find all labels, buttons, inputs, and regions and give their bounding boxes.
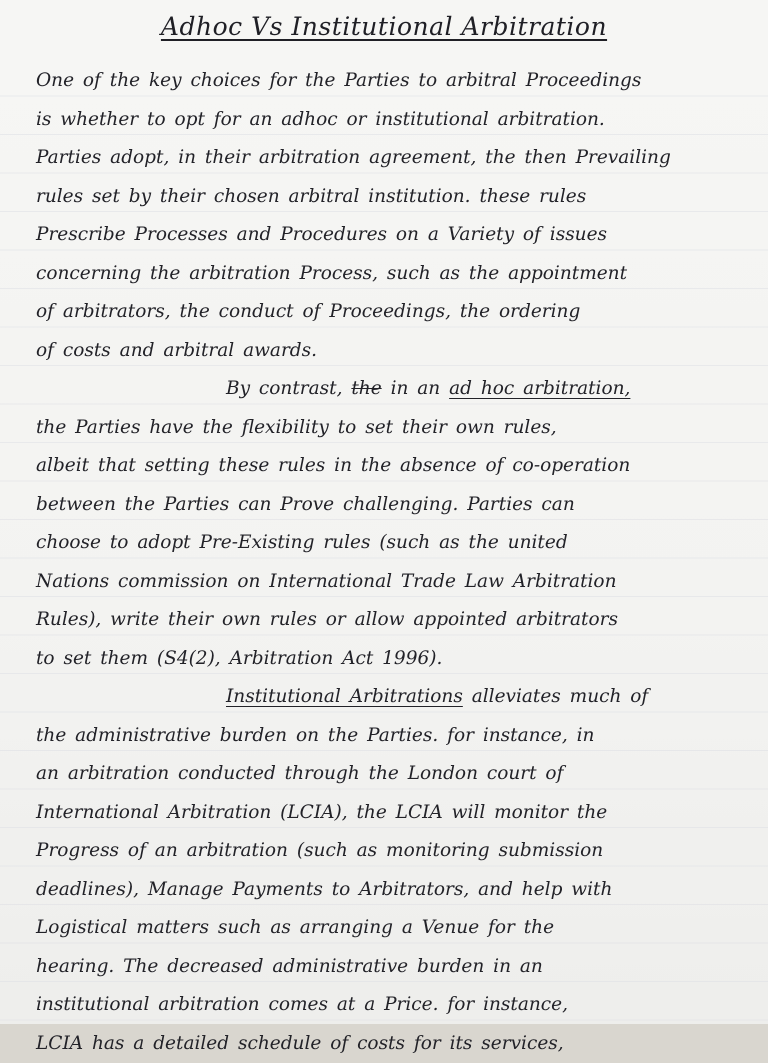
text-line: Parties adopt, in their arbitration agreement, the then Prevailing bbox=[36, 139, 748, 178]
text-line: the Parties have the flexibility to set their own rules, bbox=[36, 409, 748, 448]
paragraph-3-first-line bbox=[36, 678, 748, 717]
text-line: deadlines), Manage Payments to Arbitrators, and help with bbox=[36, 871, 748, 910]
by-contrast-text: By contrast, bbox=[226, 378, 342, 399]
text-line: One of the key choices for the Parties to arbitral Proceedings bbox=[36, 62, 748, 101]
text-line: institutional arbitration comes at a Price. for instance, bbox=[36, 986, 748, 1025]
text-line: of costs and arbitral awards. bbox=[36, 332, 748, 371]
alleviates-text: alleviates much of bbox=[472, 686, 649, 707]
text-line: to set them (S4(2), Arbitration Act 1996). bbox=[36, 640, 748, 679]
text-line: Rules), write their own rules or allow appointed arbitrators bbox=[36, 601, 748, 640]
page-title-text: Adhoc Vs Institutional Arbitration bbox=[161, 12, 607, 41]
handwritten-text bbox=[36, 62, 748, 1063]
struck-word: the bbox=[351, 378, 381, 399]
text-line: albeit that setting these rules in the absence of co-operation bbox=[36, 447, 748, 486]
in-an-text: in an bbox=[391, 378, 441, 399]
text-line: between the Parties can Prove challenging. Parties can bbox=[36, 486, 748, 525]
text-line: International Arbitration (LCIA), the LCIA will monitor the bbox=[36, 794, 748, 833]
paragraph-2-first-line bbox=[36, 370, 748, 409]
page-title bbox=[0, 12, 768, 41]
text-line: hearing. The decreased administrative burden in an bbox=[36, 948, 748, 987]
institutional-arbitrations-heading: Institutional Arbitrations bbox=[226, 686, 463, 707]
text-line: Progress of an arbitration (such as monitoring submission bbox=[36, 832, 748, 871]
text-line: Prescribe Processes and Procedures on a Variety of issues bbox=[36, 216, 748, 255]
text-line: concerning the arbitration Process, such as the appointment bbox=[36, 255, 748, 294]
text-line: Logistical matters such as arranging a Venue for the bbox=[36, 909, 748, 948]
text-line: Nations commission on International Trade Law Arbitration bbox=[36, 563, 748, 602]
text-line: is whether to opt for an adhoc or institutional arbitration. bbox=[36, 101, 748, 140]
text-line: rules set by their chosen arbitral institution. these rules bbox=[36, 178, 748, 217]
text-line: an arbitration conducted through the London court of bbox=[36, 755, 748, 794]
text-line: the administrative burden on the Parties. for instance, in bbox=[36, 717, 748, 756]
text-line: of arbitrators, the conduct of Proceedings, the ordering bbox=[36, 293, 748, 332]
ad-hoc-arbitration-heading: ad hoc arbitration, bbox=[449, 378, 630, 399]
text-line: LCIA has a detailed schedule of costs for its services, bbox=[36, 1025, 748, 1063]
text-line: choose to adopt Pre-Existing rules (such as the united bbox=[36, 524, 748, 563]
